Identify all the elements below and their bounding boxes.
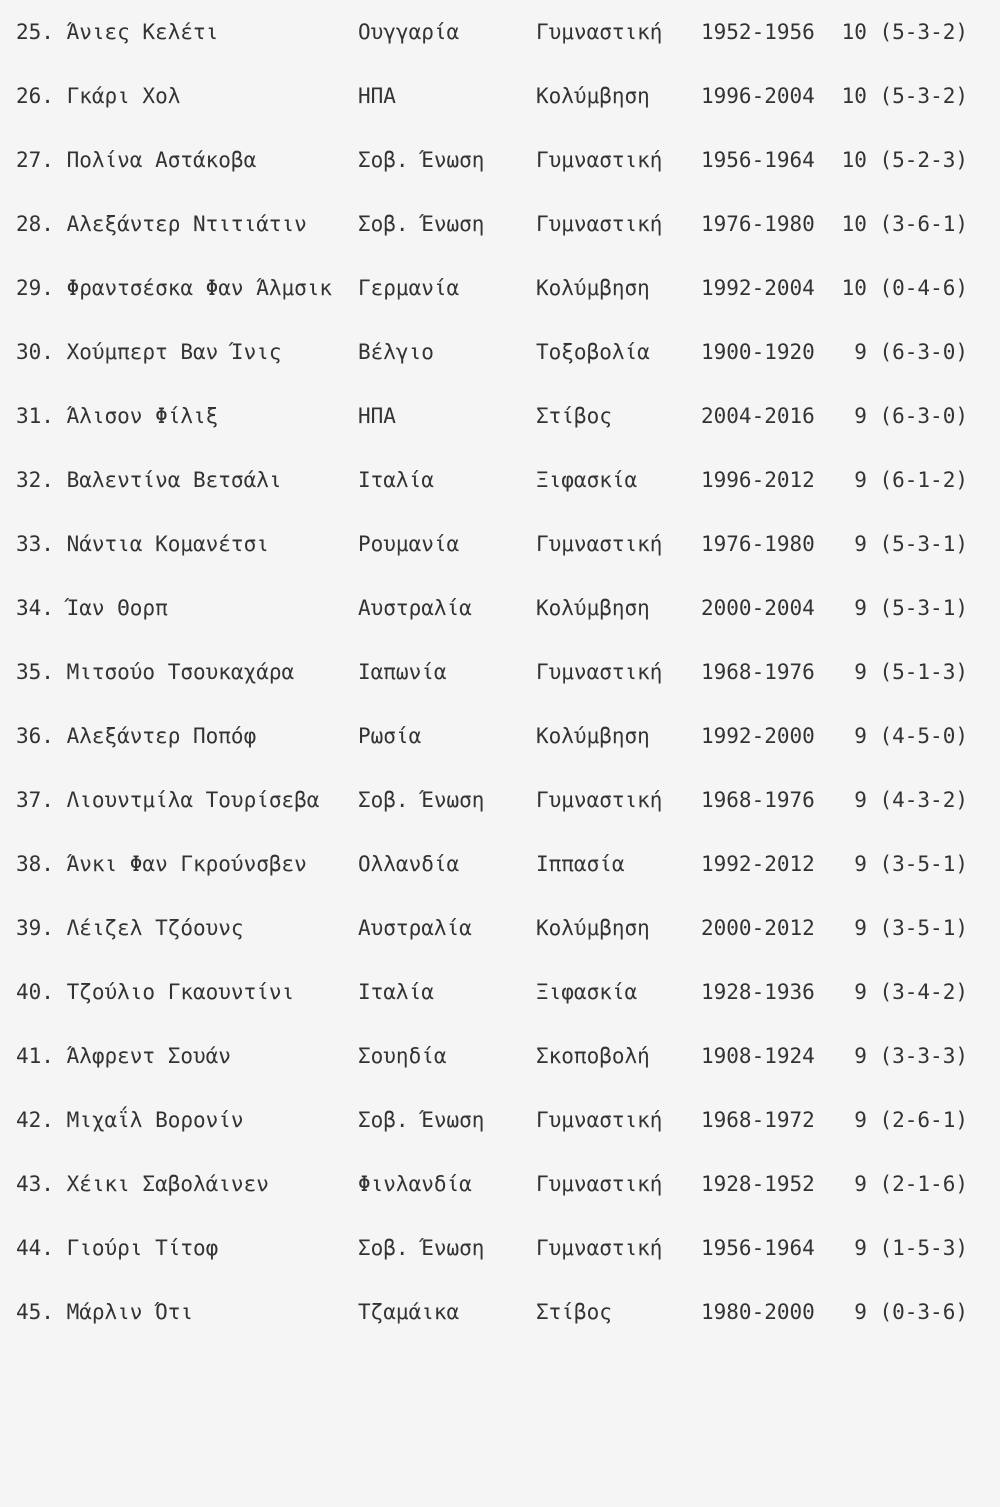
table-row (0, 1105, 1000, 1135)
sport: Ξιφασκία (536, 980, 638, 1004)
years: 2004-2016 (701, 404, 815, 428)
years: 1928-1936 (701, 980, 815, 1004)
country: Σοβ. Ένωση (358, 212, 485, 236)
table-row (0, 913, 1000, 943)
years: 1968-1972 (701, 1108, 815, 1132)
sport: Στίβος (536, 1300, 612, 1324)
athlete-name: 31. Άλισον Φίλιξ (16, 404, 219, 428)
table-row (0, 849, 1000, 879)
medals: 9 (6-3-0) (854, 404, 968, 428)
athlete-name: 25. Άνιες Κελέτι (16, 20, 219, 44)
years: 1992-2012 (701, 852, 815, 876)
medals: 9 (5-1-3) (854, 660, 968, 684)
country: Σοβ. Ένωση (358, 148, 485, 172)
sport: Γυμναστική (536, 212, 663, 236)
athlete-name: 33. Νάντια Κομανέτσι (16, 532, 269, 556)
country: Ρουμανία (358, 532, 460, 556)
medals: 9 (3-3-3) (854, 1044, 968, 1068)
country: Φινλανδία (358, 1172, 472, 1196)
years: 1956-1964 (701, 1236, 815, 1260)
sport: Γυμναστική (536, 1108, 663, 1132)
sport: Κολύμβηση (536, 596, 650, 620)
table-row (0, 529, 1000, 559)
years: 1968-1976 (701, 660, 815, 684)
years: 1992-2000 (701, 724, 815, 748)
country: ΗΠΑ (358, 84, 396, 108)
country: Ολλανδία (358, 852, 460, 876)
sport: Γυμναστική (536, 788, 663, 812)
years: 1908-1924 (701, 1044, 815, 1068)
table-row (0, 1041, 1000, 1071)
medals: 9 (5-3-1) (854, 532, 968, 556)
athlete-name: 43. Χέικι Σαβολάινεν (16, 1172, 269, 1196)
sport: Κολύμβηση (536, 84, 650, 108)
table-row (0, 785, 1000, 815)
sport: Ιππασία (536, 852, 625, 876)
sport: Γυμναστική (536, 1172, 663, 1196)
athlete-name: 27. Πολίνα Αστάκοβα (16, 148, 257, 172)
table-row (0, 465, 1000, 495)
athlete-name: 32. Βαλεντίνα Βετσάλι (16, 468, 282, 492)
country: Ιταλία (358, 468, 434, 492)
years: 1956-1964 (701, 148, 815, 172)
sport: Γυμναστική (536, 532, 663, 556)
sport: Κολύμβηση (536, 724, 650, 748)
sport: Γυμναστική (536, 148, 663, 172)
athlete-name: 45. Μάρλιν Ότι (16, 1300, 194, 1324)
medals: 9 (3-4-2) (854, 980, 968, 1004)
country: Ιταλία (358, 980, 434, 1004)
medals: 9 (1-5-3) (854, 1236, 968, 1260)
athlete-name: 44. Γιούρι Τίτοφ (16, 1236, 219, 1260)
athlete-name: 41. Άλφρεντ Σουάν (16, 1044, 231, 1068)
table-row (0, 209, 1000, 239)
medals: 9 (5-3-1) (854, 596, 968, 620)
years: 1992-2004 (701, 276, 815, 300)
country: Σουηδία (358, 1044, 447, 1068)
medals: 10 (5-2-3) (841, 148, 968, 172)
medals: 10 (3-6-1) (841, 212, 968, 236)
athlete-name: 36. Αλεξάντερ Ποπόφ (16, 724, 257, 748)
sport: Σκοποβολή (536, 1044, 650, 1068)
athlete-name: 26. Γκάρι Χολ (16, 84, 181, 108)
medals: 9 (3-5-1) (854, 916, 968, 940)
table-row (0, 1169, 1000, 1199)
athlete-name: 30. Χούμπερτ Βαν Ίνις (16, 340, 282, 364)
table-row (0, 657, 1000, 687)
medals: 10 (0-4-6) (841, 276, 968, 300)
medals: 9 (0-3-6) (854, 1300, 968, 1324)
athlete-name: 29. Φραντσέσκα Φαν Άλμσικ (16, 276, 333, 300)
years: 1976-1980 (701, 212, 815, 236)
years: 1928-1952 (701, 1172, 815, 1196)
table-row (0, 1297, 1000, 1327)
sport: Κολύμβηση (536, 276, 650, 300)
country: Γερμανία (358, 276, 460, 300)
medals: 9 (4-3-2) (854, 788, 968, 812)
sport: Ξιφασκία (536, 468, 638, 492)
country: Τζαμάικα (358, 1300, 460, 1324)
medals: 9 (2-6-1) (854, 1108, 968, 1132)
years: 2000-2012 (701, 916, 815, 940)
medals: 9 (6-1-2) (854, 468, 968, 492)
country: Σοβ. Ένωση (358, 788, 485, 812)
country: ΗΠΑ (358, 404, 396, 428)
table-row (0, 17, 1000, 47)
table-row (0, 1233, 1000, 1263)
medals: 10 (5-3-2) (841, 84, 968, 108)
medals: 9 (6-3-0) (854, 340, 968, 364)
athlete-name: 35. Μιτσούο Τσουκαχάρα (16, 660, 295, 684)
table-row (0, 593, 1000, 623)
country: Ρωσία (358, 724, 422, 748)
years: 1996-2012 (701, 468, 815, 492)
medals: 9 (3-5-1) (854, 852, 968, 876)
country: Ουγγαρία (358, 20, 460, 44)
table-row (0, 145, 1000, 175)
table-row (0, 81, 1000, 111)
table-row (0, 273, 1000, 303)
years: 1980-2000 (701, 1300, 815, 1324)
medals: 9 (4-5-0) (854, 724, 968, 748)
sport: Τοξοβολία (536, 340, 650, 364)
table-row (0, 337, 1000, 367)
athlete-name: 39. Λέιζελ Τζόουνς (16, 916, 244, 940)
years: 1952-1956 (701, 20, 815, 44)
athlete-name: 42. Μιχαΐλ Βορονίν (16, 1108, 244, 1132)
country: Σοβ. Ένωση (358, 1236, 485, 1260)
athlete-name: 34. Ίαν Θορπ (16, 596, 168, 620)
athlete-name: 28. Αλεξάντερ Ντιτιάτιν (16, 212, 307, 236)
sport: Στίβος (536, 404, 612, 428)
years: 1976-1980 (701, 532, 815, 556)
medals: 10 (5-3-2) (841, 20, 968, 44)
years: 2000-2004 (701, 596, 815, 620)
country: Σοβ. Ένωση (358, 1108, 485, 1132)
years: 1900-1920 (701, 340, 815, 364)
athlete-name: 40. Τζούλιο Γκαουντίνι (16, 980, 295, 1004)
years: 1996-2004 (701, 84, 815, 108)
sport: Γυμναστική (536, 1236, 663, 1260)
sport: Γυμναστική (536, 20, 663, 44)
country: Ιαπωνία (358, 660, 447, 684)
sport: Κολύμβηση (536, 916, 650, 940)
country: Αυστραλία (358, 916, 472, 940)
country: Αυστραλία (358, 596, 472, 620)
sport: Γυμναστική (536, 660, 663, 684)
table-row (0, 401, 1000, 431)
table-row (0, 977, 1000, 1007)
athlete-name: 38. Άνκι Φαν Γκρούνσβεν (16, 852, 307, 876)
athlete-name: 37. Λιουντμίλα Τουρίσεβα (16, 788, 320, 812)
years: 1968-1976 (701, 788, 815, 812)
medals: 9 (2-1-6) (854, 1172, 968, 1196)
table-row (0, 721, 1000, 751)
country: Βέλγιο (358, 340, 434, 364)
